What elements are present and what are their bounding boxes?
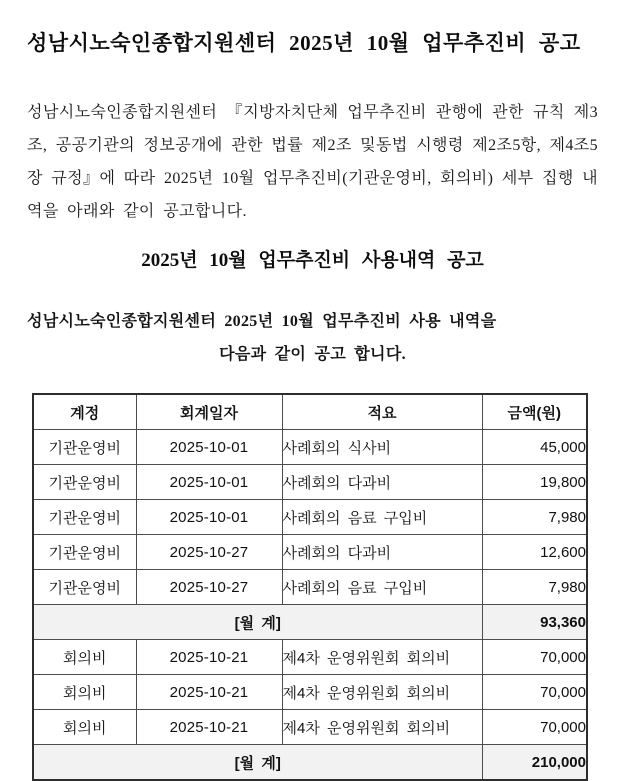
subtotal-label: [월 계] [33, 605, 482, 640]
col-header-account: 계정 [33, 394, 136, 430]
table-row [33, 430, 587, 465]
table-row [33, 465, 587, 500]
cell-description: 사례회의 다과비 [282, 465, 482, 500]
cell-date: 2025-10-21 [136, 675, 282, 710]
cell-description: 제4차 운영위원회 회의비 [282, 675, 482, 710]
cell-amount: 70,000 [482, 675, 587, 710]
col-header-amount: 금액(원) [482, 394, 587, 430]
cell-account: 기관운영비 [33, 465, 136, 500]
intro-paragraph: 성남시노숙인종합지원센터 『지방자치단체 업무추진비 관행에 관한 규칙 제3조, 공공기관의 정보공개에 관한 법률 제2조 및동법 시행령 제2조5항, 제4조5장 규정』에 따라 2025년 10월 업무추진비(기관운영비, 회의비) 세부 집행 내역을 아래와 같이 공고합니다. [27, 104, 598, 220]
cell-amount: 12,600 [482, 535, 587, 570]
table-header-row [33, 394, 587, 430]
cell-account: 기관운영비 [33, 500, 136, 535]
table-row [33, 640, 587, 675]
cell-account: 회의비 [33, 675, 136, 710]
cell-amount: 45,000 [482, 430, 587, 465]
cell-account: 기관운영비 [33, 570, 136, 605]
subtotal-amount: 93,360 [482, 605, 587, 640]
table-row [33, 710, 587, 745]
section-title: 2025년 10월 업무추진비 사용내역 공고 [141, 250, 484, 271]
cell-description: 제4차 운영위원회 회의비 [282, 640, 482, 675]
cell-description: 제4차 운영위원회 회의비 [282, 710, 482, 745]
cell-account: 회의비 [33, 710, 136, 745]
notice-line-2: 다음과 같이 공고 합니다. [219, 346, 406, 363]
cell-amount: 7,980 [482, 500, 587, 535]
cell-date: 2025-10-27 [136, 570, 282, 605]
subtotal-label: [월 계] [33, 745, 482, 781]
expense-table [32, 393, 588, 781]
cell-description: 사례회의 식사비 [282, 430, 482, 465]
col-header-date: 회계일자 [136, 394, 282, 430]
cell-date: 2025-10-27 [136, 535, 282, 570]
notice-paragraph [27, 305, 598, 371]
cell-description: 사례회의 음료 구입비 [282, 500, 482, 535]
cell-account: 기관운영비 [33, 430, 136, 465]
subtotal-row [33, 745, 587, 781]
table-row [33, 500, 587, 535]
table-row [33, 675, 587, 710]
cell-account: 회의비 [33, 640, 136, 675]
cell-description: 사례회의 음료 구입비 [282, 570, 482, 605]
cell-date: 2025-10-01 [136, 465, 282, 500]
cell-account: 기관운영비 [33, 535, 136, 570]
subtotal-amount: 210,000 [482, 745, 587, 781]
cell-amount: 19,800 [482, 465, 587, 500]
cell-amount: 70,000 [482, 640, 587, 675]
cell-date: 2025-10-01 [136, 430, 282, 465]
table-row [33, 535, 587, 570]
notice-line-1: 성남시노숙인종합지원센터 2025년 10월 업무추진비 사용 내역을 [27, 313, 497, 330]
col-header-description: 적요 [282, 394, 482, 430]
cell-date: 2025-10-21 [136, 640, 282, 675]
table-row [33, 570, 587, 605]
cell-description: 사례회의 다과비 [282, 535, 482, 570]
cell-amount: 70,000 [482, 710, 587, 745]
page-title: 성남시노숙인종합지원센터 2025년 10월 업무추진비 공고 [27, 31, 581, 55]
cell-amount: 7,980 [482, 570, 587, 605]
expense-table-body [33, 430, 587, 781]
cell-date: 2025-10-21 [136, 710, 282, 745]
subtotal-row [33, 605, 587, 640]
cell-date: 2025-10-01 [136, 500, 282, 535]
